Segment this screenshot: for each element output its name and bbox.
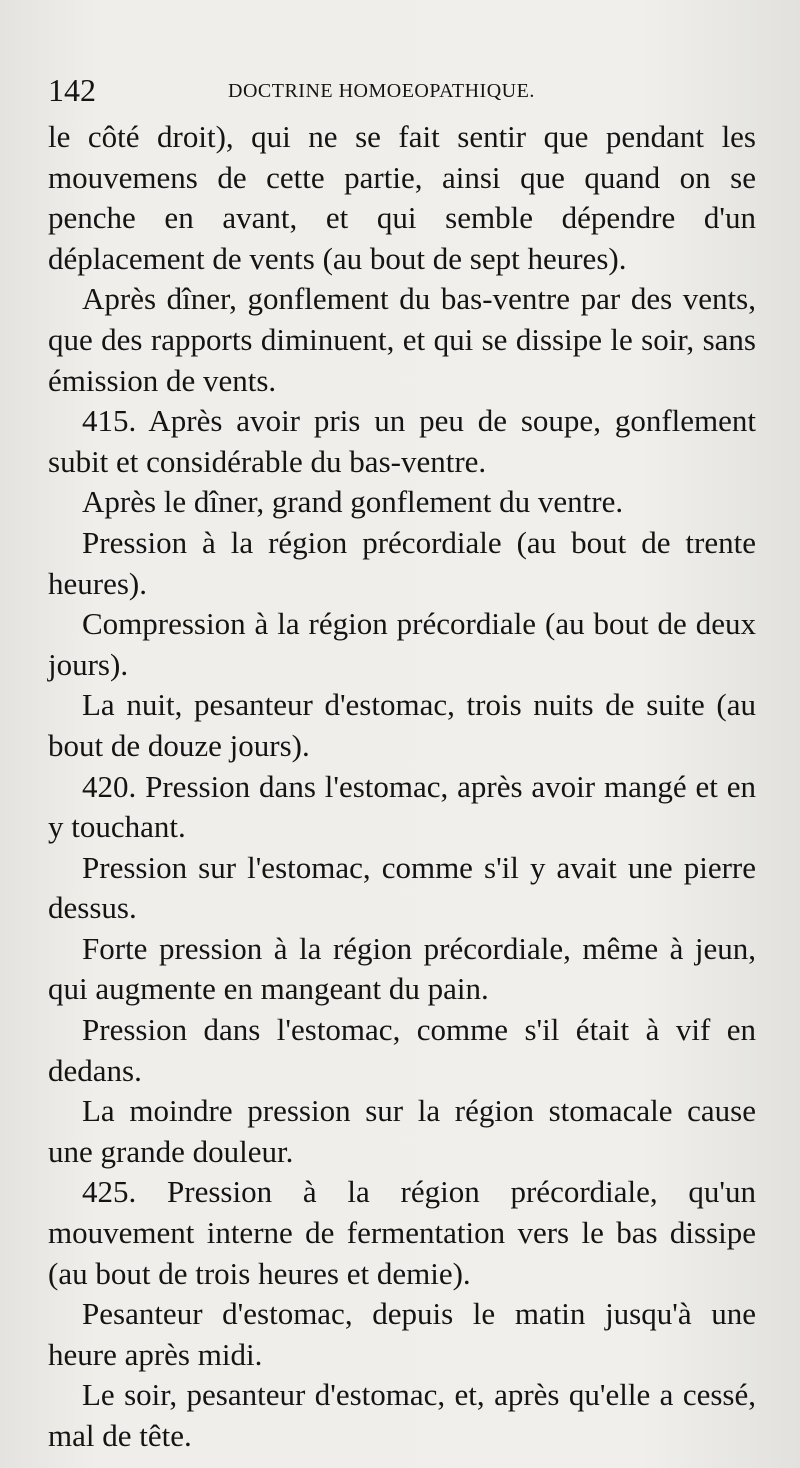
paragraph: La nuit, pesanteur d'estomac, trois nuits de suite (au bout de douze jours). bbox=[48, 687, 756, 763]
paragraph: Pression à la région précordiale (au bout de trente heures). bbox=[48, 524, 756, 601]
paragraph: Forte pression à la région précordiale, même à jeun, qui augmente en mangeant du pain. bbox=[48, 930, 756, 1007]
page-number: 142 bbox=[48, 72, 96, 108]
paragraph: 415. Après avoir pris un peu de soupe, gonflement subit et considérable du bas-ventre. bbox=[48, 403, 756, 479]
page-header bbox=[48, 70, 748, 110]
paragraph: Compression à la région précordiale (au bout de deux jours). bbox=[48, 606, 756, 682]
paragraph: 420. Pression dans l'estomac, après avoir mangé et en y touchant. bbox=[48, 768, 756, 845]
paragraph: La moindre pression sur la région stomacale cause une grande douleur. bbox=[48, 1093, 756, 1169]
running-head: DOCTRINE HOMOEOPATHIQUE. bbox=[228, 80, 535, 102]
paragraph: Après le dîner, grand gonflement du ventre. bbox=[82, 484, 624, 520]
paragraph: Pression sur l'estomac, comme s'il y avait une pierre dessus. bbox=[48, 849, 756, 926]
paragraph: le côté droit), qui ne se fait sentir que pendant les mouvemens de cette partie, ainsi que quand on se penche en avant, et qui semble dépendre d'un déplacement de vents (au bout de sept heures). bbox=[48, 119, 756, 276]
body-text bbox=[48, 117, 756, 1457]
paragraph: Le soir, pesanteur d'estomac, et, après qu'elle a cessé, mal de tête. bbox=[48, 1377, 756, 1453]
paragraph: 425. Pression à la région précordiale, qu'un mouvement interne de fermentation vers le bas dissipe (au bout de trois heures et demie). bbox=[48, 1174, 756, 1291]
paragraph: Pesanteur d'estomac, depuis le matin jusqu'à une heure après midi. bbox=[48, 1296, 756, 1372]
paragraph: Après dîner, gonflement du bas-ventre par des vents, que des rapports diminuent, et qui se dissipe le soir, sans émission de vents. bbox=[48, 281, 756, 398]
paragraph: Pression dans l'estomac, comme s'il était à vif en dedans. bbox=[48, 1012, 756, 1088]
